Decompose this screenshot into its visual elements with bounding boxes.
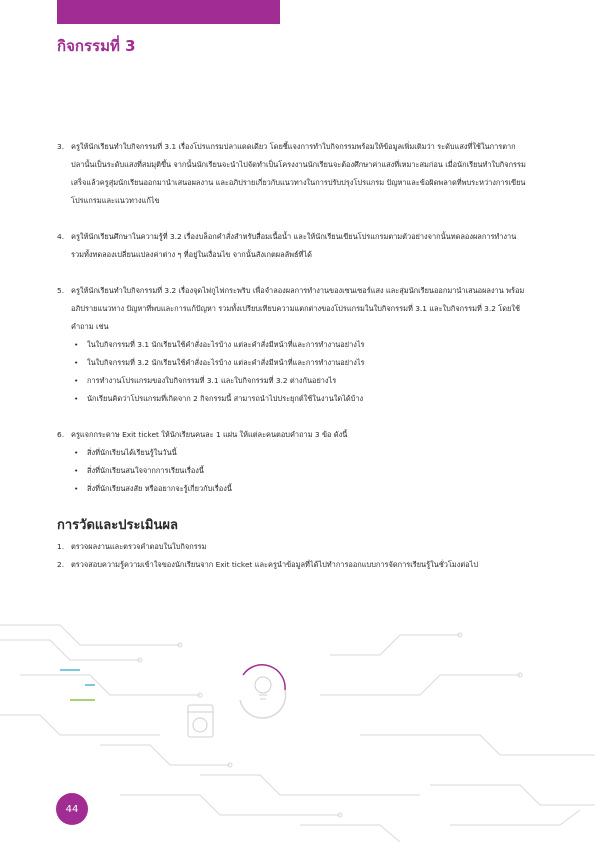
main-content [57,138,527,574]
step-number: 5. [57,286,65,295]
step-5 [57,282,527,408]
step-text: ครูให้นักเรียนทำใบกิจกรรมที่ 3.1 เรื่องโปรแกรมปลาแดดเดียว โดยชี้แจงการทำใบกิจกรรมพร้อมให้ข้อมูลเพิ่มเติมว่า ระดับแสงที่ใช้ในการตากปลานั้นเป็นระดับแสงที่สมมุติขึ้น จากนั้นนักเรียนจะนำไปจัดทำเป็นโครงงานนักเรียนจะต้องศึกษาค่าแสงที่เหมาะสมก่อน เมื่อนักเรียนทำใบกิจกรรมเสร็จแล้วครูสุ่มนักเรียนออกมานำเสนอผลงาน และอภิปรายเกี่ยวกับแนวทางในการปรับปรุงโปรแกรม ปัญหาและข้อผิดพลาดที่พบระหว่างการเขียนโปรแกรมและแนวทางแก้ไข [71,142,526,205]
circuit-decoration-icon [0,595,595,842]
evaluation-text: ตรวจผลงานและตรวจคำตอบในใบกิจกรรม [71,542,207,551]
list-item: • สิ่งที่นักเรียนสงสัย หรืออยากจะรู้เกี่ยวกับเรื่องนี้ [71,480,527,498]
washing-machine-icon [188,705,213,737]
evaluation-item [57,538,527,556]
step-text: ครูให้นักเรียนศึกษาในความรู้ที่ 3.2 เรื่องบล็อกคำสั่งสำหรับสื่อมเนื้อน้ำ และให้นักเรียนเขียนโปรแกรมตามตัวอย่างจากนั้นทดลองผลการทำงาน รวมทั้งทดลองเปลี่ยนแปลงค่าต่าง ๆ ที่อยู่ในเงื่อนไข จากนั้นสังเกตผลลัพธ์ที่ได้ [71,232,517,259]
list-item: • สิ่งที่นักเรียนสนใจจากการเรียนเรื่องนี้ [71,462,527,480]
step-body [71,426,527,498]
step-text: ครูแจกกระดาษ Exit ticket ให้นักเรียนคนละ 1 แผ่น ให้แต่ละคนตอบคำถาม 3 ข้อ ดังนี้ [71,430,348,439]
step-number: 4. [57,232,65,241]
step-number: 6. [57,430,65,439]
page-number-badge: 44 [56,793,88,825]
step-3 [57,138,527,210]
list-item: • นักเรียนคิดว่าโปรแกรมที่เกิดจาก 2 กิจกรรมนี้ สามารถนำไปประยุกต์ใช้ในงานใดได้บ้าง [71,390,527,408]
lightbulb-icon [240,665,286,718]
step-4 [57,228,527,264]
exit-ticket-list [71,444,527,498]
list-item: • สิ่งที่นักเรียนได้เรียนรู้ในวันนี้ [71,444,527,462]
evaluation-item [57,556,527,574]
page-title: กิจกรรมที่ 3 [57,37,136,55]
list-item: • ในใบกิจกรรมที่ 3.1 นักเรียนใช้คำสั่งอะไรบ้าง แต่ละคำสั่งมีหน้าที่และการทำงานอย่างไร [71,336,527,354]
evaluation-heading: การวัดและประเมินผล [57,518,178,533]
evaluation-number: 2. [57,560,65,569]
list-item: • ในใบกิจกรรมที่ 3.2 นักเรียนใช้คำสั่งอะไรบ้าง แต่ละคำสั่งมีหน้าที่และการทำงานอย่างไร [71,354,527,372]
evaluation-text: ตรวจสอบความรู้ความเข้าใจของนักเรียนจาก Exit ticket และครูนำข้อมูลที่ได้ไปทำการออกแบบการจัดการเรียนรู้ในชั่วโมงต่อไป [71,560,479,569]
evaluation-list [57,538,527,574]
step-number: 3. [57,142,65,151]
step-text: ครูให้นักเรียนทำใบกิจกรรมที่ 3.2 เรื่องจุดไฟกูไฟกระพริบ เพื่อจำลองผลการทำงานของเซนเซอร์แสง และสุ่มนักเรียนออกมานำเสนอผลงาน พร้อมอภิปรายแนวทาง ปัญหาที่พบและการแก้ปัญหา รวมทั้งเปรียบเทียบความแตกต่างของโปรแกรมในใบกิจกรรมที่ 3.1 และใบกิจกรรมที่ 3.2 โดยใช้คำถาม เช่น [71,286,525,331]
step-body [71,282,527,408]
top-accent-bar [57,0,280,24]
evaluation-number: 1. [57,542,65,551]
question-list [71,336,527,408]
step-6 [57,426,527,498]
list-item: • การทำงานโปรแกรมของใบกิจกรรมที่ 3.1 และใบกิจกรรมที่ 3.2 ต่างกันอย่างไร [71,372,527,390]
